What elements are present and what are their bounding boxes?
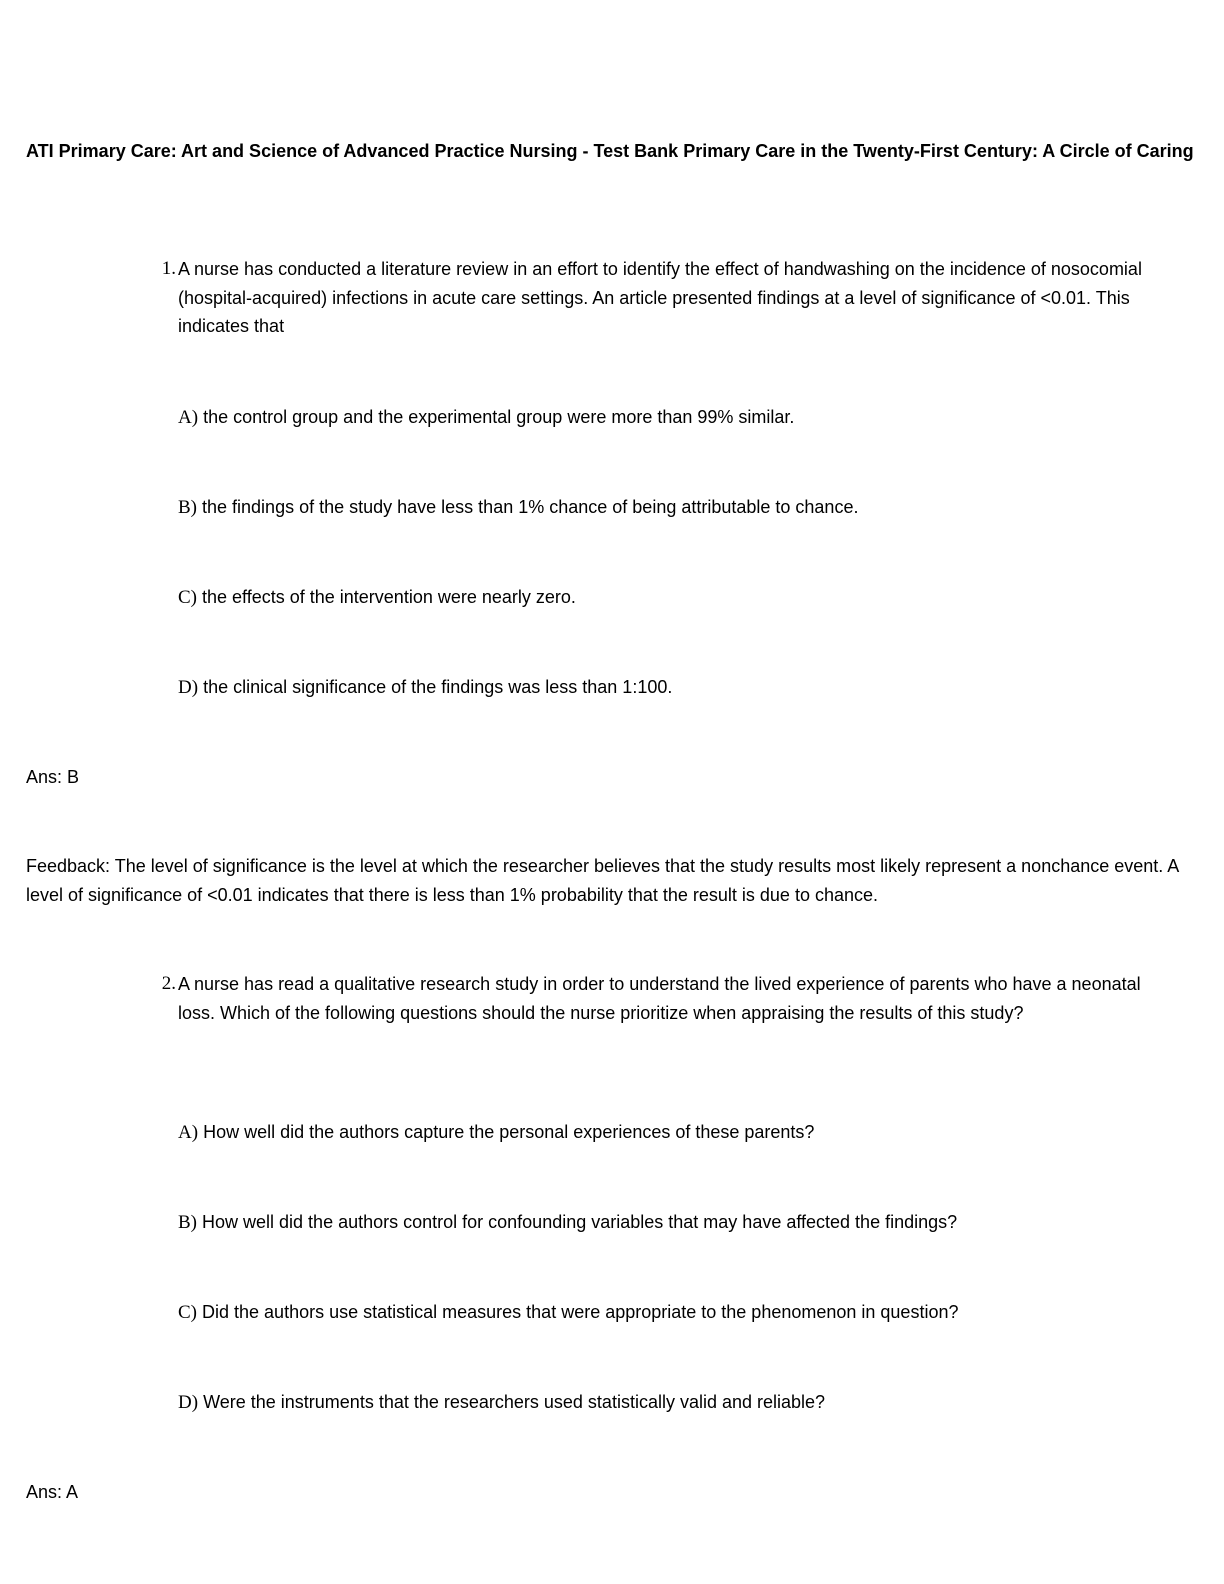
option-letter: A) xyxy=(178,407,199,428)
question-1 xyxy=(150,255,1180,341)
option-text: Were the instruments that the researchers used statistically valid and reliable? xyxy=(203,1392,826,1412)
option-d xyxy=(178,673,1178,703)
option-text: the control group and the experimental group were more than 99% similar. xyxy=(203,407,795,427)
answer-2: Ans: A xyxy=(26,1482,79,1502)
question-2 xyxy=(150,970,1180,1027)
option-letter: C) xyxy=(178,587,197,608)
option-d xyxy=(178,1388,1178,1418)
option-letter: C) xyxy=(178,1302,197,1323)
option-letter: A) xyxy=(178,1122,199,1143)
document-title: ATI Primary Care: Art and Science of Advanced Practice Nursing - Test Bank Primary Care in the Twenty-First Century: A Circle of Caring xyxy=(26,141,1194,161)
option-text: How well did the authors capture the personal experiences of these parents? xyxy=(203,1122,815,1142)
question-number: 1. xyxy=(161,258,176,279)
option-c xyxy=(178,1298,1178,1328)
option-letter: D) xyxy=(178,677,199,698)
answer-1: Ans: B xyxy=(26,767,80,787)
option-letter: B) xyxy=(178,1212,197,1233)
question-text: A nurse has conducted a literature review in an effort to identify the effect of handwashing on the incidence of nosocomial (hospital-acquired) infections in acute care settings. An article presented findings at a level of significance of <0.01. This indicates that xyxy=(178,259,1142,336)
option-text: the effects of the intervention were nearly zero. xyxy=(202,587,576,607)
question-text: A nurse has read a qualitative research study in order to understand the lived experience of parents who have a neonatal loss. Which of the following questions should the nurse prioritize when appraising the results of this study? xyxy=(178,974,1141,1023)
option-a xyxy=(178,403,1178,433)
option-text: the clinical significance of the findings was less than 1:100. xyxy=(203,677,673,697)
question-number: 2. xyxy=(161,973,176,994)
option-letter: B) xyxy=(178,497,197,518)
feedback-1: Feedback: The level of significance is the level at which the researcher believes that the study results most likely represent a nonchance event. A level of significance of <0.01 indicates that there is less than 1% probability that the result is due to chance. xyxy=(26,856,1179,905)
option-text: the findings of the study have less than 1% chance of being attributable to chance. xyxy=(202,497,859,517)
option-b xyxy=(178,493,1178,523)
option-letter: D) xyxy=(178,1392,199,1413)
option-text: How well did the authors control for confounding variables that may have affected the findings? xyxy=(202,1212,958,1232)
option-b xyxy=(178,1208,1178,1238)
option-c xyxy=(178,583,1178,613)
option-a xyxy=(178,1118,1178,1148)
option-text: Did the authors use statistical measures that were appropriate to the phenomenon in question? xyxy=(202,1302,959,1322)
